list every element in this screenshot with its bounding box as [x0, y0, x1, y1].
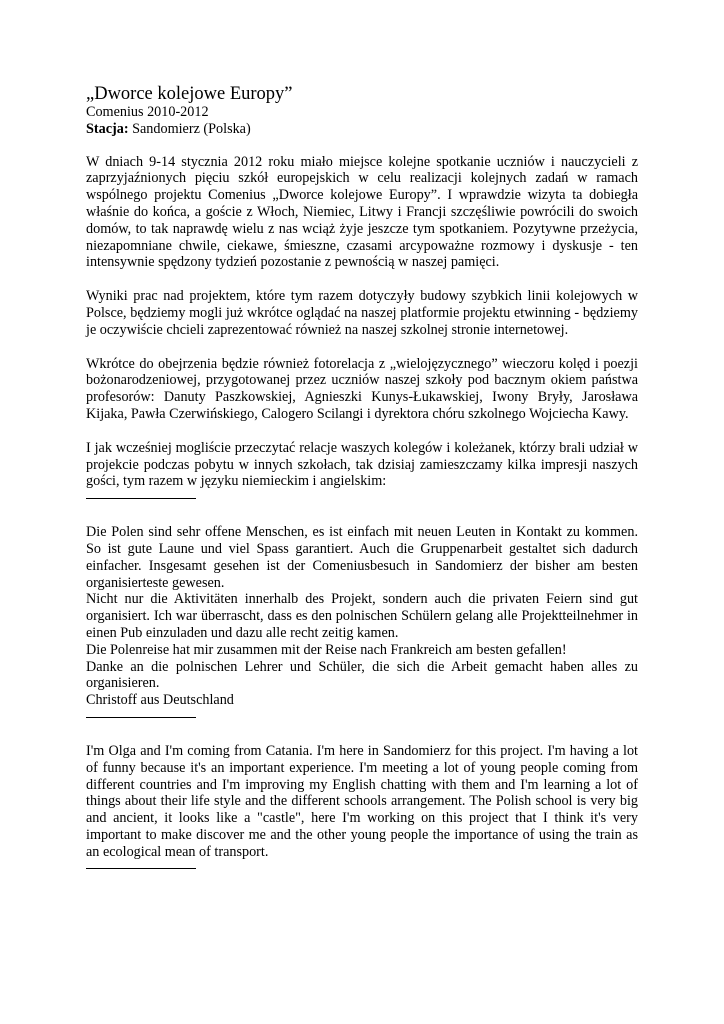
paragraph-impressions: I jak wcześniej mogliście przeczytać relacje waszych kolegów i koleżanek, którzy brali udział w projekcie podczas pobytu w innych szkołach, tak dzisiaj zamieszczamy kilka impresji naszych gości, tym razem w języku niemieckim i angielskim:	[86, 439, 638, 490]
spacer	[86, 423, 638, 440]
station-value: Sandomierz (Polska)	[128, 120, 251, 137]
german-paragraph-3: Die Polenreise hat mir zusammen mit der Reise nach Frankreich am besten gefallen!	[86, 641, 567, 658]
paragraph-results: Wyniki prac nad projektem, które tym razem dotyczyły budowy szybkich linii kolejowych w Polsce, będziemy mogli już wkrótce oglądać na naszej platformie projektu etwinning - będziemy je oczywiście chcieli zaprezentować również na naszej szkolnej stronie internetowej.	[86, 288, 638, 338]
spacer	[86, 138, 638, 154]
paragraph-intro: W dniach 9-14 stycznia 2012 roku miało miejsce kolejne spotkanie uczniów i nauczycieli z zaprzyjaźnionych pięciu szkół europejskich w celu realizacji kolejnych zadań w ramach wspólnego projektu Comenius „Dworce kolejowe Europy”. I wprawdzie wizyta ta dobiegła właśnie do końca, a goście z Włoch, Niemiec, Litwy i Francji szczęśliwie powrócili do swoich domów, to tak naprawdę wielu z nas wciąż żyje jeszcze tym spotkaniem. Pozytywne przeżycia, niezapomniane chwile, ciekawe, śmieszne, czasami arcypoważne rozmowy i dyskusje - ten intensywnie spędzony tydzień pozostanie z pewnością w naszej pamięci.	[86, 153, 638, 271]
spacer	[86, 507, 638, 524]
separator-2	[86, 709, 638, 726]
german-impression	[86, 524, 638, 709]
separator-line	[86, 717, 196, 718]
separator-line	[86, 868, 196, 869]
german-paragraph-1: Die Polen sind sehr offene Menschen, es ist einfach mit neuen Leuten in Kontakt zu kommen. So ist gute Laune und viel Spass garantiert. Auch die Gruppenarbeit gestaltet sich dadurch einfacher. Insgesamt gesehen ist der Comeniusbesuch in Sandomierz der bisher am besten organisierteste gewesen.	[86, 524, 638, 591]
separator-3	[86, 860, 638, 877]
spacer	[86, 339, 638, 356]
spacer	[86, 726, 638, 743]
station-label: Stacja:	[86, 120, 129, 137]
station-line	[86, 121, 638, 138]
english-impression: I'm Olga and I'm coming from Catania. I'm here in Sandomierz for this project. I'm having a lot of funny because it's an important experience. I'm meeting a lot of young people coming from different countries and I'm improving my English chatting with them and I'm learning a lot of things about their life style and the different schools arrangement. The Polish school is very big and ancient, it looks like a "castle", here I'm working on this project that I think it's very important to make discover me and the other young people the importance of using the train as an ecological mean of transport.	[86, 742, 638, 860]
spacer	[86, 271, 638, 288]
separator-1	[86, 490, 638, 507]
german-paragraph-4: Danke an die polnischen Lehrer und Schüler, die sich die Arbeit gemacht haben alles zu organisieren.	[86, 658, 638, 692]
document-subtitle: Comenius 2010-2012	[86, 104, 209, 120]
document-page	[86, 84, 638, 877]
german-signature: Christoff aus Deutschland	[86, 692, 234, 709]
document-title: „Dworce kolejowe Europy”	[86, 84, 293, 104]
german-paragraph-2: Nicht nur die Aktivitäten innerhalb des Projekt, sondern auch die privaten Feiern sind gut organisiert. Ich war überrascht, dass es den polnischen Schülern gelang alle Projektteilnehmer in einen Pub einzuladen und dazu alle recht zeitig kamen.	[86, 591, 638, 641]
paragraph-carols: Wkrótce do obejrzenia będzie również fotorelacja z „wielojęzycznego” wieczoru kolęd i poezji bożonarodzeniowej, przygotowanej przez uczniów naszej szkoły pod bacznym okiem państwa profesorów: Danuty Paszkowskiej, Agnieszki Kunys-Łukawskiej, Iwony Bryły, Jarosława Kijaka, Pawła Czerwińskiego, Calogero Scilangi i dyrektora chóru szkolnego Wojciecha Kawy.	[86, 355, 638, 422]
separator-line	[86, 498, 196, 499]
